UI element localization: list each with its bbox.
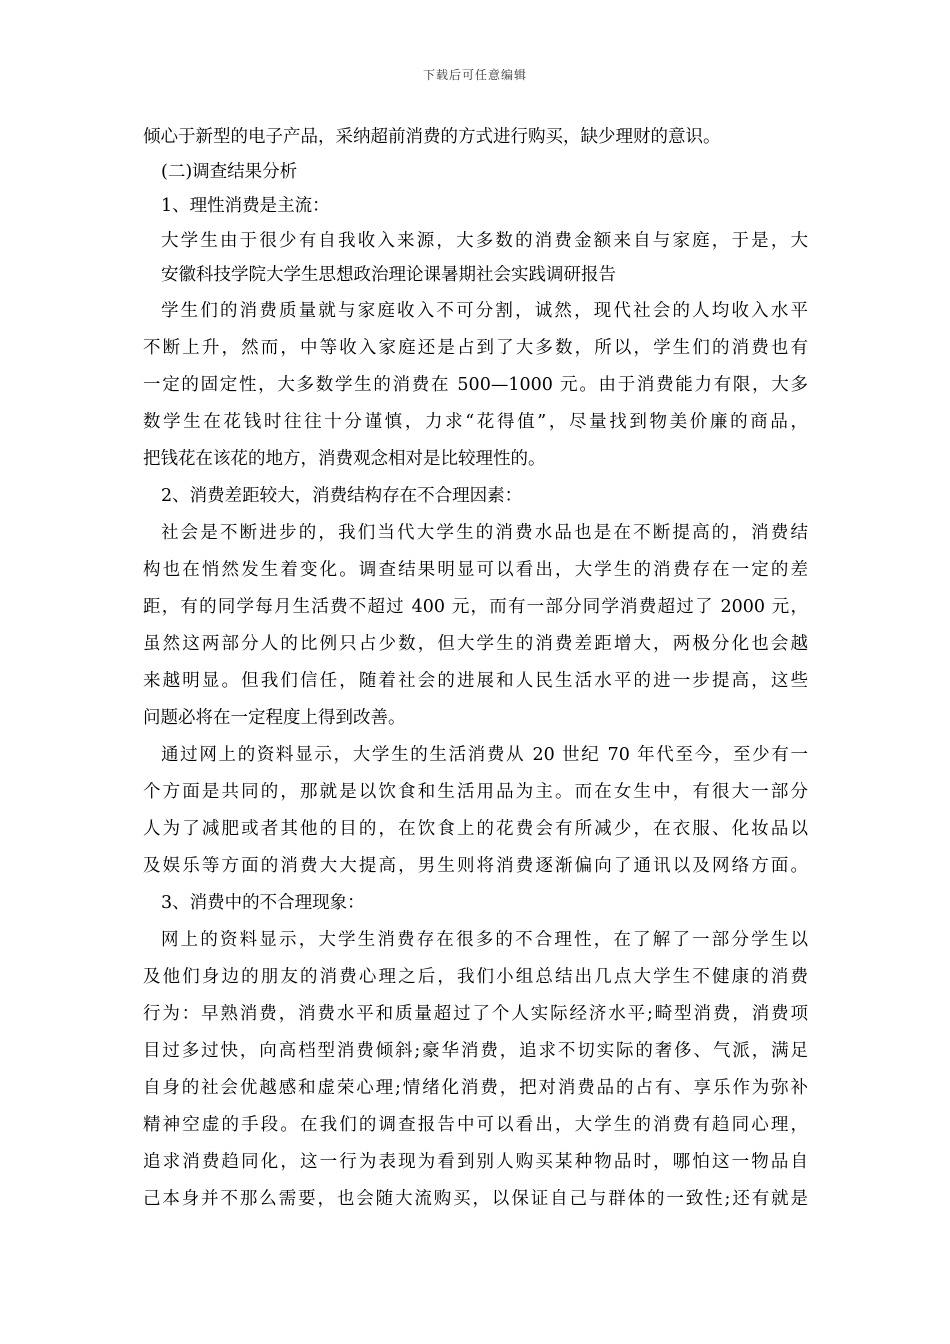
text-line: 己本身并不那么需要，也会随大流购买，以保证自己与群体的一致性;还有就是 <box>143 1188 808 1209</box>
text-line: 2、消费差距较大，消费结构存在不合理因素： <box>161 485 523 506</box>
text-line: 数学生在花钱时往往十分谨慎，力求“花得值”，尽量找到物美价廉的商品， <box>143 411 808 432</box>
text-line: 行为：早熟消费，消费水平和质量超过了个人实际经济水平;畸型消费，消费项 <box>143 1003 808 1024</box>
text-line: 构也在悄然发生着变化。调查结果明显可以看出，大学生的消费存在一定的差 <box>143 559 808 580</box>
text-line: 通过网上的资料显示，大学生的生活消费从 20 世纪 70 年代至今，至少有一 <box>161 744 808 765</box>
text-line: 目过多过快，向高档型消费倾斜;豪华消费，追求不切实际的奢侈、气派，满足 <box>143 1040 808 1061</box>
text-line: 距，有的同学每月生活费不超过 400 元，而有一部分同学消费超过了 2000 元， <box>143 596 808 617</box>
text-line: 来越明显。但我们信任，随着社会的进展和人民生活水平的进一步提高，这些 <box>143 670 808 691</box>
document-body <box>143 120 808 1218</box>
text-line: 精神空虚的手段。在我们的调查报告中可以看出，大学生的消费有趋同心理， <box>143 1114 808 1135</box>
text-line: 社会是不断进步的，我们当代大学生的消费水品也是在不断提高的，消费结 <box>161 522 808 543</box>
text-line: 把钱花在该花的地方，消费观念相对是比较理性的。 <box>143 448 546 469</box>
text-line: 人为了减肥或者其他的目的，在饮食上的花费会有所减少，在衣服、化妆品以 <box>143 818 808 839</box>
text-line: 网上的资料显示，大学生消费存在很多的不合理性，在了解了一部分学生以 <box>161 929 808 950</box>
text-line: 及娱乐等方面的消费大大提高，男生则将消费逐渐偏向了通讯以及网络方面。 <box>143 855 808 876</box>
text-line: 问题必将在一定程度上得到改善。 <box>143 707 406 728</box>
text-line: 追求消费趋同化，这一行为表现为看到别人购买某种物品时，哪怕这一物品自 <box>143 1151 808 1172</box>
text-line: 一定的固定性，大多数学生的消费在 500—1000 元。由于消费能力有限，大多 <box>143 374 808 395</box>
text-line: 1、理性消费是主流： <box>161 196 330 216</box>
text-line: 大学生由于很少有自我收入来源，大多数的消费金额来自与家庭，于是，大 <box>161 230 808 251</box>
text-line: 个方面是共同的，那就是以饮食和生活用品为主。而在女生中，有很大一部分 <box>143 781 808 802</box>
page-header: 下载后可任意编辑 <box>422 68 527 82</box>
text-line: 自身的社会优越感和虚荣心理;情绪化消费，把对消费品的占有、享乐作为弥补 <box>143 1077 808 1098</box>
text-line: 不断上升，然而，中等收入家庭还是占到了大多数，所以，学生们的消费也有 <box>143 337 808 358</box>
text-line: (二)调查结果分析 <box>161 161 298 182</box>
text-line: 虽然这两部分人的比例只占少数，但大学生的消费差距增大，两极分化也会越 <box>143 633 808 654</box>
text-line: 学生们的消费质量就与家庭收入不可分割，诚然，现代社会的人均收入水平 <box>161 300 808 321</box>
text-line: 安徽科技学院大学生思想政治理论课暑期社会实践调研报告 <box>161 265 616 285</box>
text-line: 倾心于新型的电子产品，采纳超前消费的方式进行购买，缺少理财的意识。 <box>143 127 721 147</box>
text-line: 3、消费中的不合理现象： <box>161 892 365 913</box>
text-line: 及他们身边的朋友的消费心理之后，我们小组总结出几点大学生不健康的消费 <box>143 966 808 987</box>
